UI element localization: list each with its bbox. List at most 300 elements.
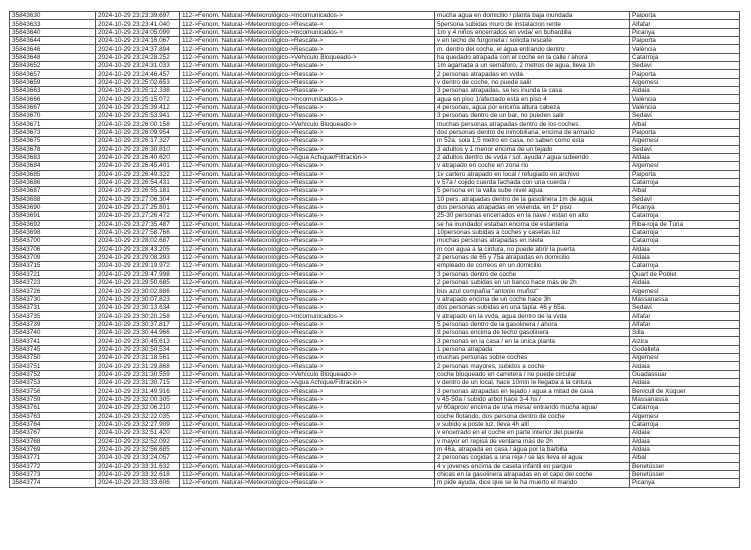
incident-id-cell: 35843761 [10,404,96,412]
table-row [10,203,740,211]
description-cell: 4 v jovenes encima de caseta infantil en parque [435,462,630,470]
table-row [10,462,740,470]
table-row [10,437,740,445]
timestamp-cell: 2024-10-29 23:29:19.972 [96,262,180,270]
incident-id-cell: 35843709 [10,253,96,261]
description-cell: 9 personas encima de techo gasolinera [435,329,630,337]
description-cell: 3 personas atrapadas, se les inunda la casa [435,87,630,95]
incident-id-cell: 35843633 [10,20,96,28]
description-cell: dos personas atrapadas en vivienda. en 1º piso [435,203,630,211]
incident-id-cell: 35843752 [10,370,96,378]
incident-id-cell: 35843644 [10,37,96,45]
description-cell: 2 adultos dentro de vvda / sol. ayuda / agua subiendo [435,153,630,161]
description-cell: 2 personas mayores, subidos a coche [435,362,630,370]
category-cell: 112->Fenom. Natural->Meteorológico->Vehículo Bloqueado-> [180,370,435,378]
category-cell: 112->Fenom. Natural->Meteorológico->Rescate-> [180,387,435,395]
timestamp-cell: 2024-10-29 23:26:55.181 [96,187,180,195]
timestamp-cell: 2024-10-29 23:32:06.210 [96,404,180,412]
municipality-cell: Catarroja [630,404,740,412]
incident-id-cell: 35843730 [10,295,96,303]
incident-id-cell: 35843741 [10,337,96,345]
timestamp-cell: 2024-10-29 23:30:37.817 [96,320,180,328]
description-cell: coche bloqueado en carretera / no puede circular [435,370,630,378]
timestamp-cell: 2024-10-29 23:28:02.687 [96,237,180,245]
category-cell: 112->Fenom. Natural->Meteorológico->Vehículo Bloqueado-> [180,53,435,61]
incident-id-cell: 35843767 [10,429,96,437]
municipality-cell: València [630,95,740,103]
incident-id-cell: 35843715 [10,262,96,270]
category-cell: 112->Fenom. Natural->Meteorológico->Rescate-> [180,70,435,78]
timestamp-cell: 2024-10-29 23:31:18.561 [96,354,180,362]
table-row [10,454,740,462]
municipality-cell: Massanassa [630,395,740,403]
category-cell: 112->Fenom. Natural->Meteorológico->Rescate-> [180,137,435,145]
description-cell: chicas en la gasolinera atrapadas en el capo del coche [435,470,630,478]
category-cell: 112->Fenom. Natural->Meteorológico->Rescate-> [180,412,435,420]
table-row [10,320,740,328]
category-cell: 112->Fenom. Natural->Meteorológico->Rescate-> [180,112,435,120]
table-row [10,162,740,170]
table-row [10,87,740,95]
incident-id-cell: 35843763 [10,412,96,420]
incident-rows [10,12,740,488]
incident-id-cell: 35843657 [10,70,96,78]
category-cell: 112->Fenom. Natural->Meteorológico->Rescate-> [180,262,435,270]
description-cell: 2 personas subidas en un banco hace más de 2h [435,279,630,287]
timestamp-cell: 2024-10-29 23:29:47.998 [96,270,180,278]
municipality-cell: Guadassuar [630,370,740,378]
description-cell: v atrapado en la vvda, agua dentro de la vvda [435,312,630,320]
table-row [10,62,740,70]
municipality-cell: Catarroja [630,53,740,61]
category-cell: 112->Fenom. Natural->Meteorológico->Rescate-> [180,87,435,95]
timestamp-cell: 2024-10-29 23:30:02.886 [96,287,180,295]
municipality-cell: Algemesí [630,78,740,86]
municipality-cell: València [630,45,740,53]
incident-id-cell: 35843726 [10,287,96,295]
incident-table [9,11,740,488]
description-cell: 1m agarrada a un semáforo, 2 metros de agua, lleva 1h [435,62,630,70]
category-cell: 112->Fenom. Natural->Meteorológico->Rescate-> [180,362,435,370]
municipality-cell: Albal [630,120,740,128]
municipality-cell: Catarroja [630,237,740,245]
category-cell: 112->Fenom. Natural->Meteorológico->Rescate-> [180,203,435,211]
incident-id-cell: 35843750 [10,354,96,362]
municipality-cell: Aldaia [630,445,740,453]
table-row [10,153,740,161]
description-cell: v encerrado en el coche en parte interior del puente [435,429,630,437]
category-cell: 112->Fenom. Natural->Meteorológico->Rescate-> [180,128,435,136]
description-cell: v en techo de furgoneta / solicita rescate [435,37,630,45]
incident-id-cell: 35843670 [10,112,96,120]
description-cell: m con agua a la cintura, no puede abrir la puerta [435,245,630,253]
municipality-cell: Aldaia [630,87,740,95]
municipality-cell: Massanassa [630,295,740,303]
category-cell: 112->Fenom. Natural->Meteorológico->Rescate-> [180,270,435,278]
category-cell: 112->Fenom. Natural->Meteorológico->Rescate-> [180,295,435,303]
table-row [10,220,740,228]
table-row [10,45,740,53]
municipality-cell: Alfafar [630,320,740,328]
timestamp-cell: 2024-10-29 23:24:16.067 [96,37,180,45]
timestamp-cell: 2024-10-29 23:33:31.632 [96,462,180,470]
timestamp-cell: 2024-10-29 23:25:15.072 [96,95,180,103]
description-cell: 2 personas cogidas a una reja / se las lleva el agua [435,454,630,462]
timestamp-cell: 2024-10-29 23:26:17.327 [96,137,180,145]
category-cell: 112->Fenom. Natural->Meteorológico->Rescate-> [180,287,435,295]
table-row [10,270,740,278]
description-cell: v atrapado en coche en zona rio [435,162,630,170]
category-cell: 112->Fenom. Natural->Meteorológico->Rescate-> [180,437,435,445]
description-cell: m 46a, atrapada en casa / agua por la barbilla [435,445,630,453]
description-cell: muchas personas atrapadas en isleta [435,237,630,245]
description-cell: 5persona subidas muro de instalacion rente [435,20,630,28]
description-cell: m pide ayuda, dice que se le ha muerto el marido [435,479,630,487]
incident-id-cell: 35843721 [10,270,96,278]
category-cell: 112->Fenom. Natural->Meteorológico->Rescate-> [180,304,435,312]
description-cell: v dentro de coche, no puede salir [435,78,630,86]
table-row [10,287,740,295]
category-cell: 112->Fenom. Natural->Meteorológico->Rescate-> [180,170,435,178]
incident-id-cell: 35843740 [10,329,96,337]
incident-id-cell: 35843675 [10,137,96,145]
incident-id-cell: 35843756 [10,387,96,395]
table-row [10,253,740,261]
incident-id-cell: 35843687 [10,187,96,195]
municipality-cell: Paiporta [630,12,740,20]
municipality-cell: Aldaia [630,279,740,287]
table-row [10,128,740,136]
timestamp-cell: 2024-10-29 23:31:30.715 [96,379,180,387]
timestamp-cell: 2024-10-29 23:25:02.653 [96,78,180,86]
timestamp-cell: 2024-10-29 23:32:51.420 [96,429,180,437]
incident-id-cell: 35843663 [10,87,96,95]
category-cell: 112->Fenom. Natural->Meteorológico->Rescate-> [180,20,435,28]
incident-id-cell: 35843673 [10,128,96,136]
table-row [10,103,740,111]
incident-id-cell: 35843769 [10,445,96,453]
category-cell: 112->Fenom. Natural->Meteorológico->Rescate-> [180,470,435,478]
incident-id-cell: 35843691 [10,212,96,220]
municipality-cell: Catarroja [630,262,740,270]
municipality-cell: Paiporta [630,128,740,136]
description-cell: v 57a / cojido cuerda fachada con una cuerda / [435,178,630,186]
table-row [10,354,740,362]
timestamp-cell: 2024-10-29 23:32:00.305 [96,395,180,403]
description-cell: m 52a. sola 1,5 metro en casa, no saben como esta [435,137,630,145]
incident-id-cell: 35843666 [10,95,96,103]
category-cell: 112->Fenom. Natural->Meteorológico->Incomunicados-> [180,312,435,320]
description-cell: 1m y 4 niños encerrados en vvda/ en buhardilla [435,28,630,36]
category-cell: 112->Fenom. Natural->Meteorológico->Rescate-> [180,429,435,437]
timestamp-cell: 2024-10-29 23:30:45.613 [96,337,180,345]
municipality-cell: Catarroja [630,212,740,220]
timestamp-cell: 2024-10-29 23:29:08.293 [96,253,180,261]
description-cell: coche flotando, dos persona dentro de coche [435,412,630,420]
incident-id-cell: 35843700 [10,237,96,245]
description-cell: muchas personas sobre coches [435,354,630,362]
municipality-cell: Algemesí [630,137,740,145]
category-cell: 112->Fenom. Natural->Meteorológico->Rescate-> [180,212,435,220]
category-cell: 112->Fenom. Natural->Meteorológico->Rescate-> [180,404,435,412]
incident-id-cell: 35843706 [10,245,96,253]
category-cell: 112->Fenom. Natural->Meteorológico->Rescate-> [180,37,435,45]
description-cell: m. dentro del coche, el agua entrando dentro [435,45,630,53]
category-cell: 112->Fenom. Natural->Meteorológico->Rescate-> [180,320,435,328]
timestamp-cell: 2024-10-29 23:24:37.894 [96,45,180,53]
incident-id-cell: 35843692 [10,220,96,228]
timestamp-cell: 2024-10-29 23:27:06.304 [96,195,180,203]
municipality-cell: Paiporta [630,37,740,45]
description-cell: 10 pers. atrapadas dentro de la gasolinera 1m de agua [435,195,630,203]
timestamp-cell: 2024-10-29 23:25:12.338 [96,87,180,95]
incident-id-cell: 35843671 [10,120,96,128]
description-cell: 10personas subidas a coches y casetas luz [435,228,630,236]
timestamp-cell: 2024-10-29 23:24:46.457 [96,70,180,78]
category-cell: 112->Fenom. Natural->Meteorológico->Rescate-> [180,354,435,362]
incident-id-cell: 35843751 [10,362,96,370]
table-row [10,470,740,478]
timestamp-cell: 2024-10-29 23:30:44.966 [96,329,180,337]
description-cell: muchas personas atrapadas dentro de los coches [435,120,630,128]
table-row [10,245,740,253]
municipality-cell: Godelleta [630,345,740,353]
description-cell: empleado de correos en un domicilio [435,262,630,270]
municipality-cell: Algemesí [630,354,740,362]
table-row [10,178,740,186]
incident-id-cell: 35843745 [10,345,96,353]
table-row [10,120,740,128]
category-cell: 112->Fenom. Natural->Meteorológico->Rescate-> [180,420,435,428]
table-row [10,212,740,220]
description-cell: 25-30 personas encerrados en la nave / estan en alto [435,212,630,220]
category-cell: 112->Fenom. Natural->Meteorológico->Rescate-> [180,220,435,228]
municipality-cell: Catarroja [630,420,740,428]
timestamp-cell: 2024-10-29 23:26:00.158 [96,120,180,128]
timestamp-cell: 2024-10-29 23:32:22.035 [96,412,180,420]
table-row [10,195,740,203]
table-row [10,70,740,78]
municipality-cell: Albal [630,187,740,195]
timestamp-cell: 2024-10-29 23:31:30.559 [96,370,180,378]
incident-id-cell: 35843630 [10,12,96,20]
municipality-cell: Picanya [630,28,740,36]
municipality-cell: Quart de Poblet [630,270,740,278]
municipality-cell: Benetússer [630,462,740,470]
incident-id-cell: 35843690 [10,203,96,211]
municipality-cell: Aldaia [630,253,740,261]
description-cell: 5 persona en la valla sube nivel agua [435,187,630,195]
category-cell: 112->Fenom. Natural->Meteorológico->Rescate-> [180,329,435,337]
table-row [10,295,740,303]
municipality-cell: Sedaví [630,145,740,153]
incident-id-cell: 35843739 [10,320,96,328]
municipality-cell: Catarroja [630,228,740,236]
timestamp-cell: 2024-10-29 23:24:05.099 [96,28,180,36]
description-cell: bus azul compañia "antonio muñoz" [435,287,630,295]
timestamp-cell: 2024-10-29 23:29:50.685 [96,279,180,287]
category-cell: 112->Fenom. Natural->Meteorológico->Rescate-> [180,145,435,153]
incident-id-cell: 35843723 [10,279,96,287]
description-cell: se ha inundado/ estaban encima de estanteria [435,220,630,228]
timestamp-cell: 2024-10-29 23:30:07.823 [96,295,180,303]
timestamp-cell: 2024-10-29 23:27:58.766 [96,228,180,236]
timestamp-cell: 2024-10-29 23:26:30.810 [96,145,180,153]
municipality-cell: Aldaia [630,153,740,161]
timestamp-cell: 2024-10-29 23:28:43.205 [96,245,180,253]
category-cell: 112->Fenom. Natural->Meteorológico->Rescate-> [180,228,435,236]
incident-id-cell: 35843772 [10,462,96,470]
timestamp-cell: 2024-10-29 23:30:50.534 [96,345,180,353]
category-cell: 112->Fenom. Natural->Meteorológico->Incomunicados-> [180,95,435,103]
incident-id-cell: 35843648 [10,53,96,61]
category-cell: 112->Fenom. Natural->Meteorológico->Rescate-> [180,253,435,261]
table-row [10,445,740,453]
table-row [10,20,740,28]
municipality-cell: Silla [630,329,740,337]
table-row [10,137,740,145]
timestamp-cell: 2024-10-29 23:27:26.472 [96,212,180,220]
incident-id-cell: 35843731 [10,304,96,312]
table-row [10,78,740,86]
description-cell: ha quedado atrapada con el coche en la calle / ahora [435,53,630,61]
incident-id-cell: 35843753 [10,379,96,387]
municipality-cell: Catarroja [630,178,740,186]
incident-id-cell: 35843764 [10,420,96,428]
municipality-cell: Picanya [630,479,740,487]
municipality-cell: Algemesí [630,162,740,170]
table-row [10,395,740,403]
municipality-cell: Aldaia [630,429,740,437]
timestamp-cell: 2024-10-29 23:26:45.401 [96,162,180,170]
description-cell: dos personas subidas en una tapia. 46 y 65a. [435,304,630,312]
category-cell: 112->Fenom. Natural->Meteorológico->Rescate-> [180,78,435,86]
table-row [10,279,740,287]
description-cell: 2 personas de 65 y 75a atrapadas en domicilio [435,253,630,261]
timestamp-cell: 2024-10-29 23:26:54.431 [96,178,180,186]
municipality-cell: Aldaia [630,437,740,445]
category-cell: 112->Fenom. Natural->Meteorológico->Agua Achique/Filtración-> [180,153,435,161]
municipality-cell: Sedaví [630,304,740,312]
description-cell: 3 personas dentro de un bar, no pueden salir [435,112,630,120]
timestamp-cell: 2024-10-29 23:33:24.057 [96,454,180,462]
timestamp-cell: 2024-10-29 23:25:53.941 [96,112,180,120]
description-cell: v dentro de un local, hace 10min le llegaba a la cintura [435,379,630,387]
category-cell: 112->Fenom. Natural->Meteorológico->Rescate-> [180,45,435,53]
category-cell: 112->Fenom. Natural->Meteorológico->Rescate-> [180,462,435,470]
description-cell: 2 personas atrapadas en vvda [435,70,630,78]
category-cell: 112->Fenom. Natural->Meteorológico->Vehículo Bloqueado-> [180,120,435,128]
timestamp-cell: 2024-10-29 23:30:13.634 [96,304,180,312]
municipality-cell: Sedaví [630,112,740,120]
incident-id-cell: 35843768 [10,437,96,445]
municipality-cell: Riba-roja de Túria [630,220,740,228]
category-cell: 112->Fenom. Natural->Meteorológico->Rescate-> [180,62,435,70]
description-cell: agua en piso 1/afectado esta en piso 4 [435,95,630,103]
incident-id-cell: 35843686 [10,178,96,186]
timestamp-cell: 2024-10-29 23:31:49.916 [96,387,180,395]
timestamp-cell: 2024-10-29 23:23:41.040 [96,20,180,28]
description-cell: v 45-50a / subido arbol hace 3-4 hs / [435,395,630,403]
table-row [10,370,740,378]
table-row [10,362,740,370]
table-row [10,412,740,420]
incident-id-cell: 35843685 [10,170,96,178]
municipality-cell: Sedaví [630,195,740,203]
category-cell: 112->Fenom. Natural->Meteorológico->Incomunicados-> [180,12,435,20]
category-cell: 112->Fenom. Natural->Meteorológico->Rescate-> [180,345,435,353]
table-row [10,28,740,36]
category-cell: 112->Fenom. Natural->Meteorológico->Rescate-> [180,178,435,186]
timestamp-cell: 2024-10-29 23:24:31.033 [96,62,180,70]
category-cell: 112->Fenom. Natural->Meteorológico->Rescate-> [180,454,435,462]
municipality-cell: Picanya [630,203,740,211]
municipality-cell: Alzira [630,337,740,345]
municipality-cell: Paiporta [630,170,740,178]
timestamp-cell: 2024-10-29 23:26:09.954 [96,128,180,136]
table-row [10,170,740,178]
timestamp-cell: 2024-10-29 23:32:56.685 [96,445,180,453]
table-row [10,479,740,487]
timestamp-cell: 2024-10-29 23:25:39.412 [96,103,180,111]
incident-id-cell: 35843684 [10,162,96,170]
timestamp-cell: 2024-10-29 23:32:27.909 [96,420,180,428]
table-row [10,329,740,337]
incident-id-cell: 35843659 [10,78,96,86]
timestamp-cell: 2024-10-29 23:30:20.258 [96,312,180,320]
municipality-cell: Aldaia [630,379,740,387]
table-row [10,145,740,153]
description-cell: 3 personas en la casa / en la única planta [435,337,630,345]
municipality-cell: Benetússer [630,470,740,478]
municipality-cell: València [630,103,740,111]
table-row [10,262,740,270]
incident-id-cell: 35843735 [10,312,96,320]
timestamp-cell: 2024-10-29 23:33:32.618 [96,470,180,478]
category-cell: 112->Fenom. Natural->Meteorológico->Rescate-> [180,395,435,403]
table-row [10,304,740,312]
municipality-cell: Alfafar [630,312,740,320]
municipality-cell: Sedaví [630,62,740,70]
category-cell: 112->Fenom. Natural->Meteorológico->Rescate-> [180,195,435,203]
timestamp-cell: 2024-10-29 23:31:29.868 [96,362,180,370]
incident-id-cell: 35843640 [10,28,96,36]
category-cell: 112->Fenom. Natural->Meteorológico->Incomunicados-> [180,28,435,36]
municipality-cell: Benicull de Xúquer [630,387,740,395]
incident-id-cell: 35843678 [10,145,96,153]
municipality-cell: Paiporta [630,70,740,78]
description-cell: 3 personas atrapadas en tejado / agua a mitad de casa [435,387,630,395]
incident-id-cell: 35843759 [10,395,96,403]
timestamp-cell: 2024-10-29 23:23:39.697 [96,12,180,20]
description-cell: mucha agua en domicilio / planta baja inundada [435,12,630,20]
timestamp-cell: 2024-10-29 23:26:40.620 [96,153,180,161]
incident-id-cell: 35843773 [10,470,96,478]
table-row [10,187,740,195]
table-row [10,112,740,120]
timestamp-cell: 2024-10-29 23:33:33.606 [96,479,180,487]
municipality-cell: Albal [630,454,740,462]
category-cell: 112->Fenom. Natural->Meteorológico->Rescate-> [180,479,435,487]
municipality-cell: Alfafar [630,20,740,28]
table-row [10,228,740,236]
table-row [10,404,740,412]
timestamp-cell: 2024-10-29 23:26:49.322 [96,170,180,178]
table-row [10,420,740,428]
incident-id-cell: 35843646 [10,45,96,53]
description-cell: 1v cartero atrapado en local / refugiado en archivo [435,170,630,178]
incident-id-cell: 35843667 [10,103,96,111]
